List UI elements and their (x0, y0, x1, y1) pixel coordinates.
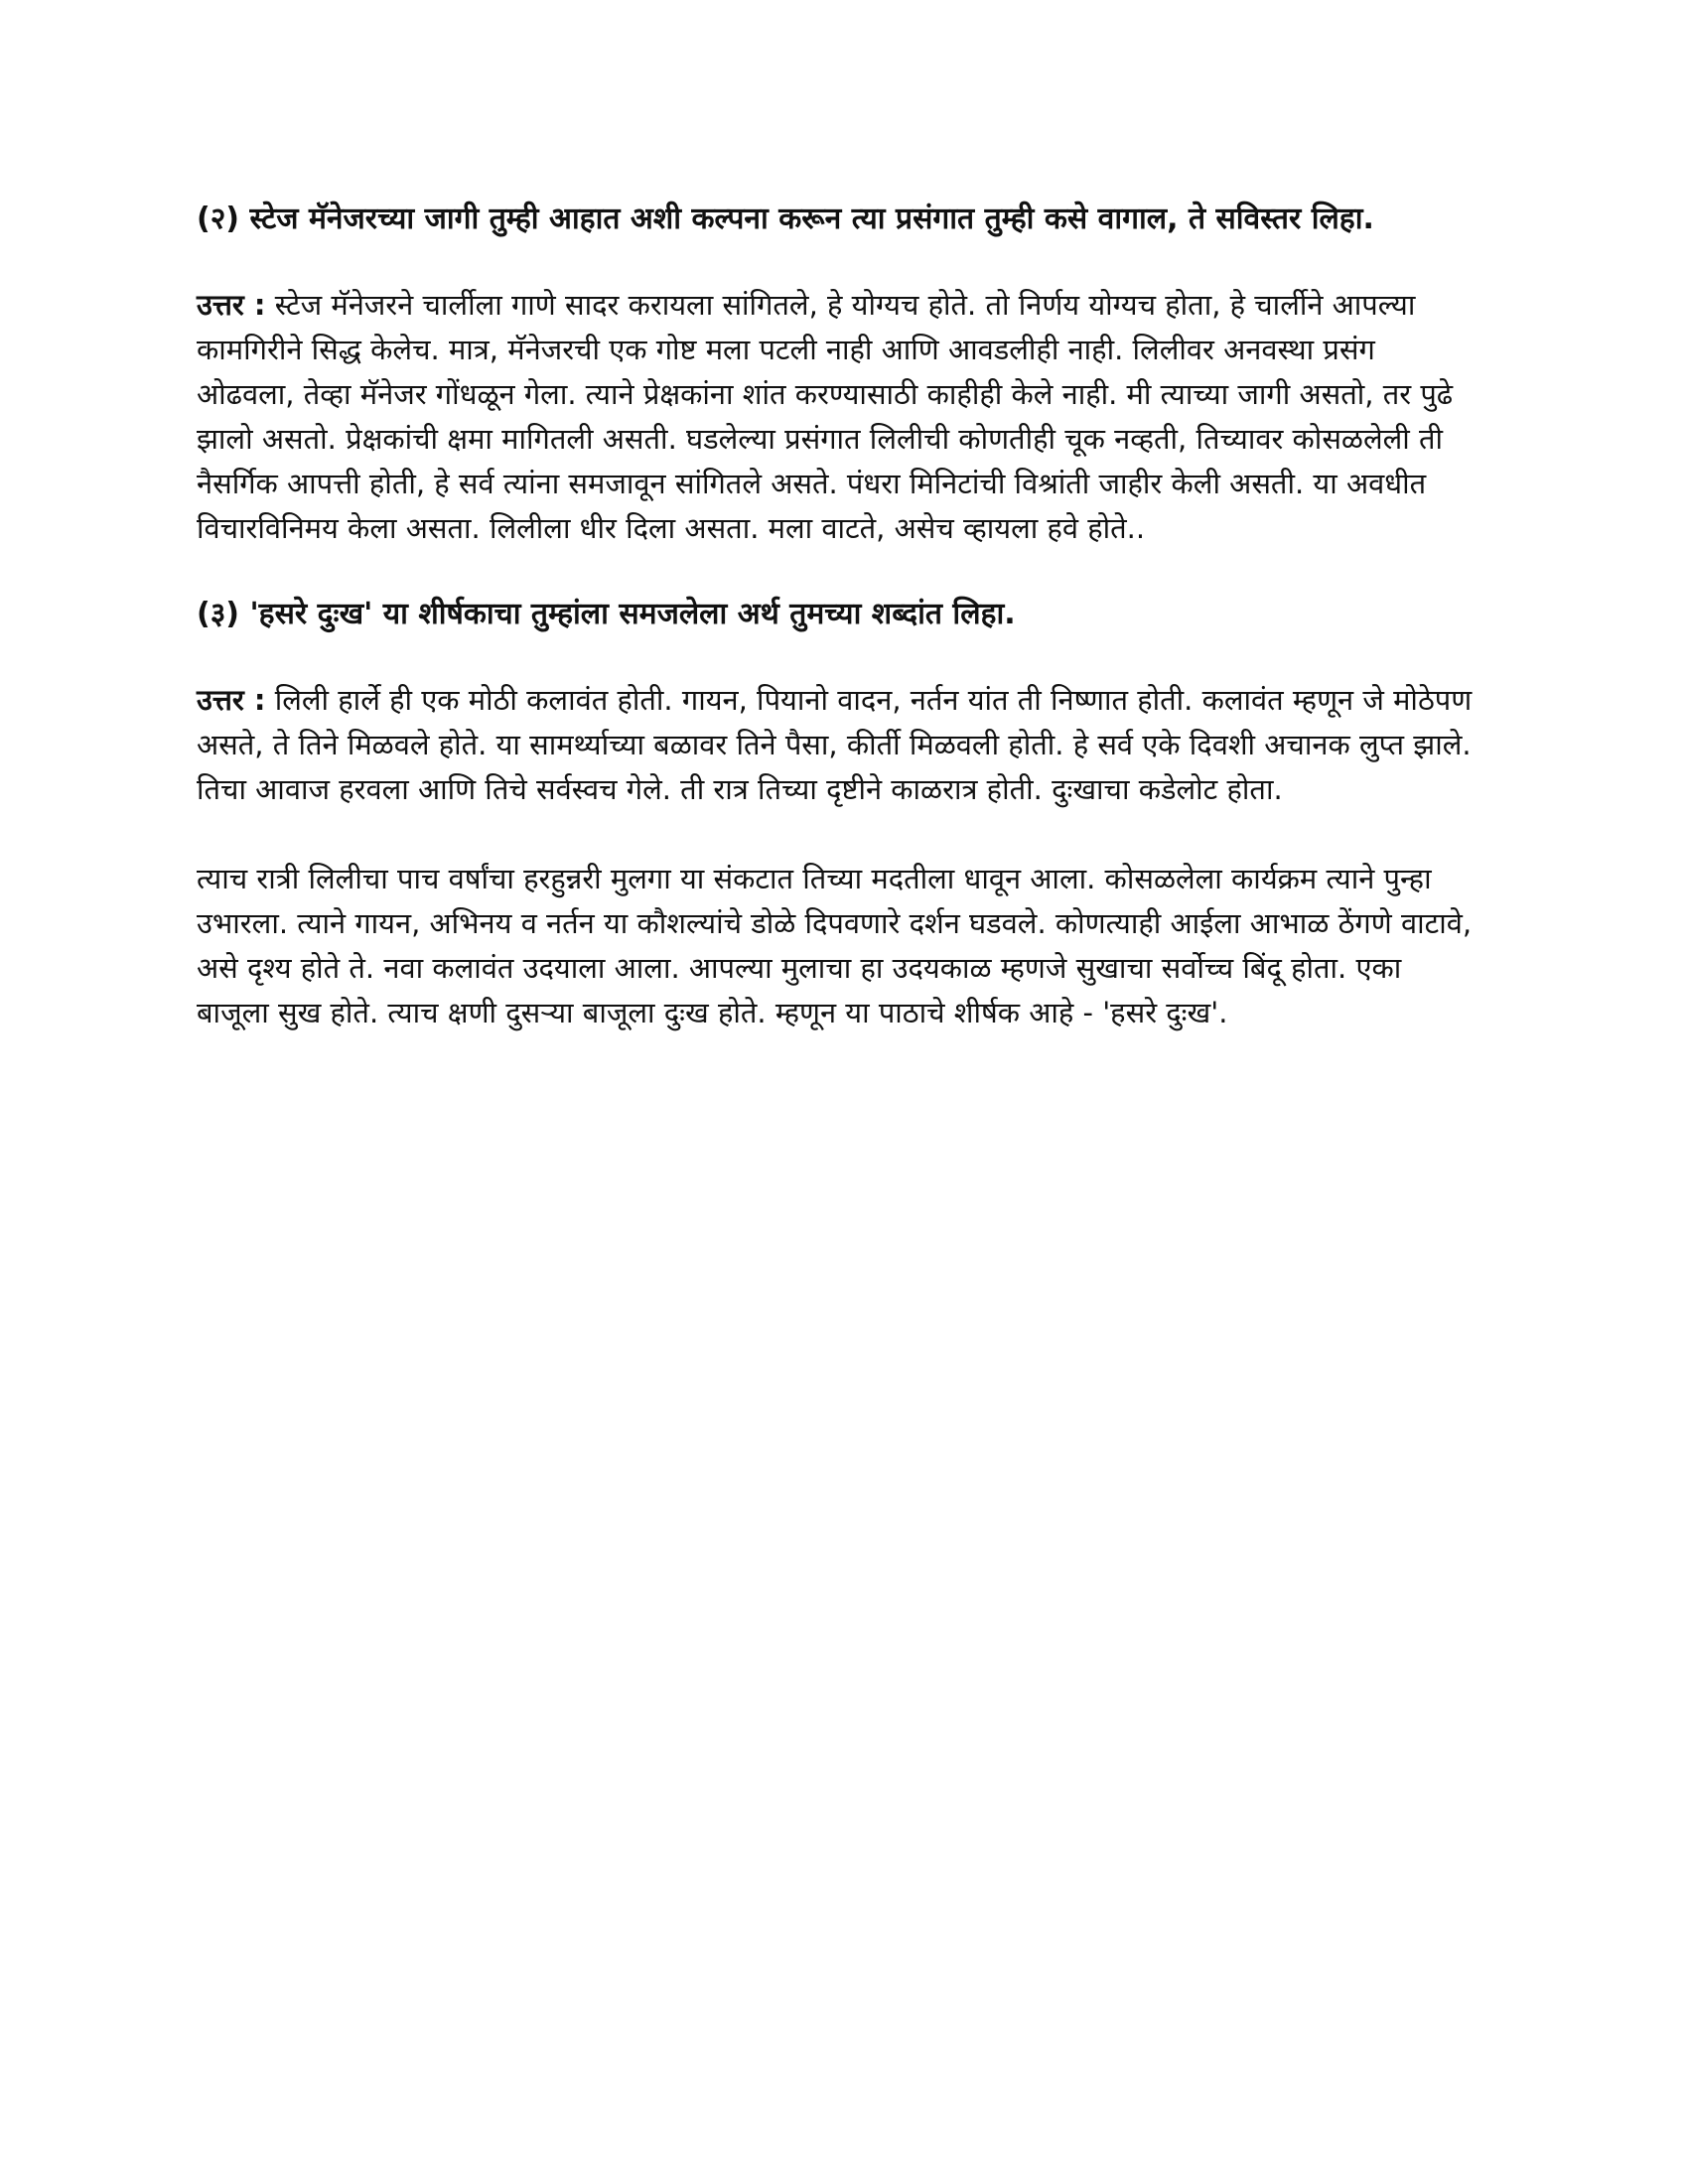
answer-text: लिली हार्ले ही एक मोठी कलावंत होती. गायन, पियानो वादन, नर्तन यांत ती निष्णात होती. कलावंत म्हणून जे मोठेपण असते, ते तिने मिळवले होते. या सामर्थ्याच्या बळावर तिने पैसा, कीर्ती मिळवली होती. हे सर्व एके दिवशी अचानक लुप्त झाले. तिचा आवाज हरवला आणि तिचे सर्वस्वच गेले. ती रात्र तिच्या दृष्टीने काळरात्र होती. दुःखाचा कडेलोट होता. (197, 683, 1473, 806)
answer-2-paragraph-1 (197, 283, 1477, 551)
question-3: (३) 'हसरे दुःख' या शीर्षकाचा तुम्हांला समजलेला अर्थ तुमच्या शब्दांत लिहा. (197, 597, 1016, 631)
question-2: (२) स्टेज मॅनेजरच्या जागी तुम्ही आहात अशी कल्पना करून त्या प्रसंगात तुम्ही कसे वागाल, ते सविस्तर लिहा. (197, 202, 1374, 236)
answer-3-paragraph-2: त्याच रात्री लिलीचा पाच वर्षांचा हरहुन्नरी मुलगा या संकटात तिच्या मदतीला धावून आला. कोसळलेला कार्यक्रम त्याने पुन्हा उभारला. त्याने गायन, अभिनय व नर्तन या कौशल्यांचे डोळे दिपवणारे दर्शन घडवले. कोणत्याही आईला आभाळ ठेंगणे वाटावे, असे दृश्य होते ते. नवा कलावंत उदयाला आला. आपल्या मुलाचा हा उदयकाळ म्हणजे सुखाचा सर्वोच्च बिंदू होता. एका बाजूला सुख होते. त्याच क्षणी दुसऱ्या बाजूला दुःख होते. म्हणून या पाठाचे शीर्षक आहे - 'हसरे दुःख'. (197, 862, 1473, 1029)
answer-label: उत्तर : (197, 288, 266, 322)
answer-text: स्टेज मॅनेजरने चार्लीला गाणे सादर करायला सांगितले, हे योग्यच होते. तो निर्णय योग्यच होता, हे चार्लीने आपल्या कामगिरीने सिद्ध केलेच. मात्र, मॅनेजरची एक गोष्ट मला पटली नाही आणि आवडलीही नाही. लिलीवर अनवस्था प्रसंग ओढवला, तेव्हा मॅनेजर गोंधळून गेला. त्याने प्रेक्षकांना शांत करण्यासाठी काहीही केले नाही. मी त्याच्या जागी असतो, तर पुढे झालो असतो. प्रेक्षकांची क्षमा मागितली असती. घडलेल्या प्रसंगात लिलीची कोणतीही चूक नव्हती, तिच्यावर कोसळलेली ती नैसर्गिक आपत्ती होती, हे सर्व त्यांना समजावून सांगितले असते. पंधरा मिनिटांची विश्रांती जाहीर केली असती. या अवधीत विचारविनिमय केला असता. लिलीला धीर दिला असता. मला वाटते, असेच व्हायला हवे होते.. (197, 288, 1454, 545)
answer-label: उत्तर : (197, 683, 266, 717)
document-page (197, 197, 1477, 1035)
answer-3-paragraph-1 (197, 678, 1477, 812)
